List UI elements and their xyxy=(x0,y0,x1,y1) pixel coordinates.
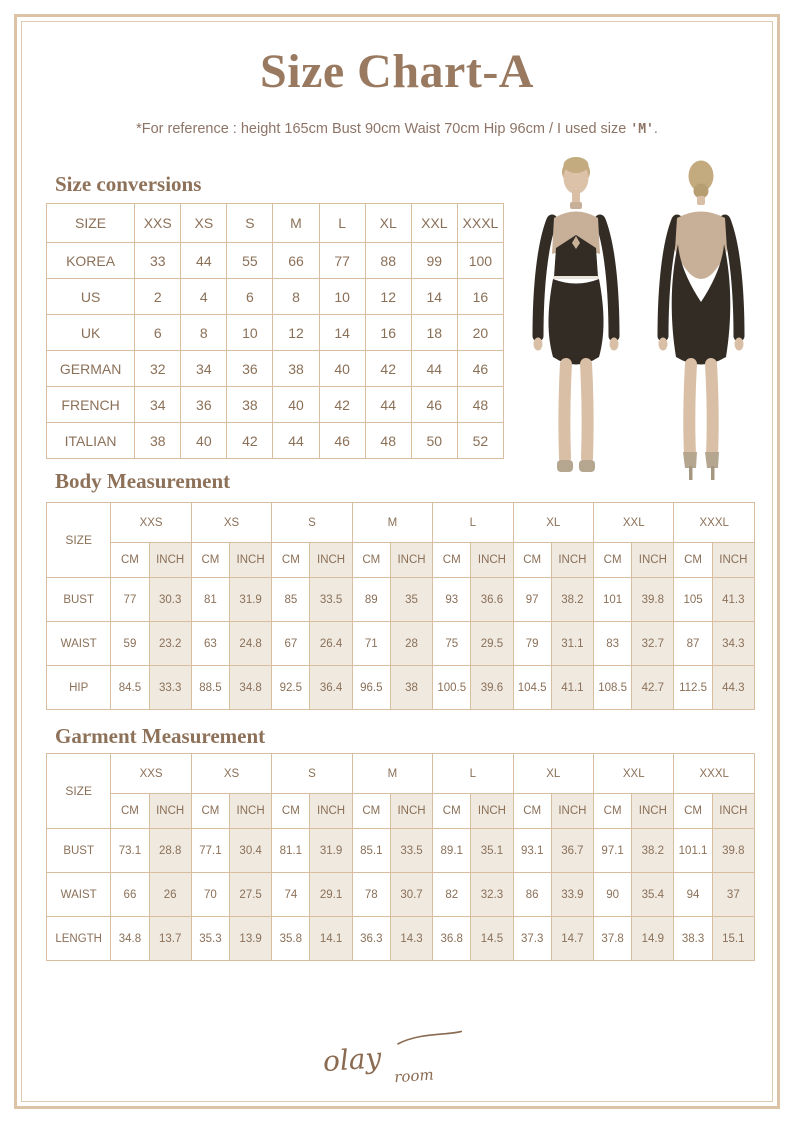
table-row xyxy=(47,829,755,873)
cell: 40 xyxy=(181,423,227,459)
cell: 32 xyxy=(135,351,181,387)
cell: 38 xyxy=(135,423,181,459)
cell: 38 xyxy=(273,351,319,387)
size-group-header: XS xyxy=(191,754,271,794)
unit-header-cm: CM xyxy=(513,543,551,578)
cm-cell: 94 xyxy=(674,873,712,917)
cell: 40 xyxy=(273,387,319,423)
brand-signature xyxy=(0,1028,794,1090)
unit-header-cm: CM xyxy=(594,543,632,578)
size-column-header: SIZE xyxy=(47,754,111,829)
column-header: XXL xyxy=(411,204,457,243)
cm-cell: 105 xyxy=(674,578,712,622)
cm-cell: 78 xyxy=(352,873,390,917)
cm-cell: 81 xyxy=(191,578,229,622)
inch-cell: 33.5 xyxy=(310,578,352,622)
inch-cell: 24.8 xyxy=(230,622,272,666)
unit-header-cm: CM xyxy=(191,794,229,829)
cell: 48 xyxy=(457,387,503,423)
cell: 14 xyxy=(319,315,365,351)
row-header: HIP xyxy=(47,666,111,710)
body-measurement-heading: Body Measurement xyxy=(55,469,231,493)
unit-header-cm: CM xyxy=(674,794,712,829)
unit-header-inch: INCH xyxy=(551,543,593,578)
cm-cell: 108.5 xyxy=(594,666,632,710)
inch-cell: 32.3 xyxy=(471,873,513,917)
inch-cell: 39.8 xyxy=(632,578,674,622)
cell: 44 xyxy=(181,243,227,279)
table-row xyxy=(47,279,504,315)
cell: 20 xyxy=(457,315,503,351)
inch-cell: 31.9 xyxy=(230,578,272,622)
unit-header-cm: CM xyxy=(111,794,149,829)
cell: 12 xyxy=(273,315,319,351)
inch-cell: 36.7 xyxy=(551,829,593,873)
cm-cell: 104.5 xyxy=(513,666,551,710)
table-row xyxy=(47,622,755,666)
cm-cell: 82 xyxy=(433,873,471,917)
inch-cell: 31.9 xyxy=(310,829,352,873)
unit-header-cm: CM xyxy=(352,794,390,829)
cell: 40 xyxy=(319,351,365,387)
brand-signature-image xyxy=(307,1028,487,1090)
inch-cell: 26 xyxy=(149,873,191,917)
reference-size-value: 'M' xyxy=(630,122,654,137)
cell: 66 xyxy=(273,243,319,279)
size-group-header: XL xyxy=(513,503,593,543)
cell: 42 xyxy=(319,387,365,423)
inch-cell: 34.3 xyxy=(712,622,754,666)
size-group-header: XS xyxy=(191,503,271,543)
inch-cell: 44.3 xyxy=(712,666,754,710)
column-header: XXXL xyxy=(457,204,503,243)
cm-cell: 74 xyxy=(272,873,310,917)
table-row xyxy=(47,351,504,387)
cm-cell: 38.3 xyxy=(674,917,712,961)
table-row xyxy=(47,666,755,710)
row-header: GERMAN xyxy=(47,351,135,387)
cm-cell: 85.1 xyxy=(352,829,390,873)
cm-cell: 101.1 xyxy=(674,829,712,873)
inch-cell: 30.7 xyxy=(390,873,432,917)
reference-note-period: . xyxy=(653,121,658,137)
cm-cell: 93.1 xyxy=(513,829,551,873)
unit-header-inch: INCH xyxy=(632,543,674,578)
inch-cell: 34.8 xyxy=(230,666,272,710)
size-group-header: XXXL xyxy=(674,754,755,794)
inch-cell: 30.3 xyxy=(149,578,191,622)
cm-cell: 100.5 xyxy=(433,666,471,710)
unit-header-inch: INCH xyxy=(230,794,272,829)
cell: 6 xyxy=(227,279,273,315)
cm-cell: 97 xyxy=(513,578,551,622)
cell: 36 xyxy=(227,351,273,387)
cell: 2 xyxy=(135,279,181,315)
inch-cell: 38.2 xyxy=(551,578,593,622)
size-group-header: M xyxy=(352,754,432,794)
size-group-header: XXL xyxy=(594,503,674,543)
cell: 44 xyxy=(273,423,319,459)
mannequin-front-view xyxy=(534,157,619,472)
cell: 44 xyxy=(365,387,411,423)
column-header: XS xyxy=(181,204,227,243)
inch-cell: 33.9 xyxy=(551,873,593,917)
cell: 10 xyxy=(227,315,273,351)
size-group-row xyxy=(47,503,755,543)
unit-header-inch: INCH xyxy=(230,543,272,578)
inch-cell: 41.3 xyxy=(712,578,754,622)
cm-cell: 73.1 xyxy=(111,829,149,873)
inch-cell: 32.7 xyxy=(632,622,674,666)
inch-cell: 14.5 xyxy=(471,917,513,961)
row-header: WAIST xyxy=(47,622,111,666)
cm-cell: 77 xyxy=(111,578,149,622)
table-row xyxy=(47,315,504,351)
cell: 38 xyxy=(227,387,273,423)
unit-header-cm: CM xyxy=(272,543,310,578)
inch-cell: 13.7 xyxy=(149,917,191,961)
cm-cell: 101 xyxy=(594,578,632,622)
cell: 46 xyxy=(411,387,457,423)
unit-header-inch: INCH xyxy=(149,794,191,829)
inch-cell: 14.7 xyxy=(551,917,593,961)
reference-note xyxy=(0,121,794,137)
size-conversions-table xyxy=(46,203,504,459)
cm-cell: 89.1 xyxy=(433,829,471,873)
cm-cell: 37.8 xyxy=(594,917,632,961)
cm-cell: 86 xyxy=(513,873,551,917)
size-group-header: L xyxy=(433,503,513,543)
unit-header-inch: INCH xyxy=(390,794,432,829)
inch-cell: 29.5 xyxy=(471,622,513,666)
inch-cell: 14.9 xyxy=(632,917,674,961)
cell: 16 xyxy=(457,279,503,315)
cell: 99 xyxy=(411,243,457,279)
brand-signature-sub: room xyxy=(393,1065,435,1087)
cm-cell: 35.8 xyxy=(272,917,310,961)
row-header: BUST xyxy=(47,829,111,873)
brand-signature-main: olay xyxy=(321,1041,383,1079)
unit-header-cm: CM xyxy=(433,543,471,578)
inch-cell: 15.1 xyxy=(712,917,754,961)
unit-header-inch: INCH xyxy=(310,794,352,829)
reference-note-text: *For reference : height 165cm Bust 90cm Waist 70cm Hip 96cm / I used size xyxy=(136,121,631,137)
table-row xyxy=(47,917,755,961)
cm-cell: 90 xyxy=(594,873,632,917)
size-column-header: SIZE xyxy=(47,503,111,578)
table-row xyxy=(47,873,755,917)
cell: 33 xyxy=(135,243,181,279)
garment-measurement-table xyxy=(46,753,755,961)
body-measurement-table xyxy=(46,502,755,710)
table-row xyxy=(47,243,504,279)
inch-cell: 39.6 xyxy=(471,666,513,710)
cm-cell: 85 xyxy=(272,578,310,622)
cm-cell: 81.1 xyxy=(272,829,310,873)
cell: 44 xyxy=(411,351,457,387)
cm-cell: 92.5 xyxy=(272,666,310,710)
column-header: SIZE xyxy=(47,204,135,243)
cm-cell: 77.1 xyxy=(191,829,229,873)
row-header: LENGTH xyxy=(47,917,111,961)
cm-cell: 63 xyxy=(191,622,229,666)
cell: 46 xyxy=(457,351,503,387)
cm-cell: 34.8 xyxy=(111,917,149,961)
unit-header-cm: CM xyxy=(191,543,229,578)
cm-cell: 75 xyxy=(433,622,471,666)
cm-cell: 87 xyxy=(674,622,712,666)
size-group-header: XL xyxy=(513,754,593,794)
inch-cell: 27.5 xyxy=(230,873,272,917)
cell: 52 xyxy=(457,423,503,459)
column-header: XL xyxy=(365,204,411,243)
column-header: S xyxy=(227,204,273,243)
inch-cell: 39.8 xyxy=(712,829,754,873)
model-photos xyxy=(514,150,768,485)
cm-cell: 66 xyxy=(111,873,149,917)
cell: 6 xyxy=(135,315,181,351)
cell: 14 xyxy=(411,279,457,315)
cm-cell: 96.5 xyxy=(352,666,390,710)
inch-cell: 28.8 xyxy=(149,829,191,873)
inch-cell: 42.7 xyxy=(632,666,674,710)
cm-cell: 97.1 xyxy=(594,829,632,873)
row-header: KOREA xyxy=(47,243,135,279)
cell: 46 xyxy=(319,423,365,459)
size-group-header: L xyxy=(433,754,513,794)
inch-cell: 33.3 xyxy=(149,666,191,710)
inch-cell: 38 xyxy=(390,666,432,710)
unit-header-cm: CM xyxy=(352,543,390,578)
inch-cell: 37 xyxy=(712,873,754,917)
inch-cell: 29.1 xyxy=(310,873,352,917)
unit-row xyxy=(47,794,755,829)
cm-cell: 36.3 xyxy=(352,917,390,961)
cm-cell: 84.5 xyxy=(111,666,149,710)
unit-header-inch: INCH xyxy=(149,543,191,578)
size-conversions-heading: Size conversions xyxy=(55,172,202,196)
cm-cell: 70 xyxy=(191,873,229,917)
unit-header-cm: CM xyxy=(111,543,149,578)
cell: 77 xyxy=(319,243,365,279)
row-header: FRENCH xyxy=(47,387,135,423)
size-group-header: XXS xyxy=(111,754,191,794)
cm-cell: 59 xyxy=(111,622,149,666)
unit-header-inch: INCH xyxy=(310,543,352,578)
unit-header-inch: INCH xyxy=(390,543,432,578)
cm-cell: 93 xyxy=(433,578,471,622)
cm-cell: 36.8 xyxy=(433,917,471,961)
cm-cell: 83 xyxy=(594,622,632,666)
cell: 100 xyxy=(457,243,503,279)
cell: 10 xyxy=(319,279,365,315)
unit-header-cm: CM xyxy=(272,794,310,829)
inch-cell: 14.3 xyxy=(390,917,432,961)
mannequin-back-view xyxy=(659,161,744,481)
inch-cell: 30.4 xyxy=(230,829,272,873)
cm-cell: 35.3 xyxy=(191,917,229,961)
inch-cell: 33.5 xyxy=(390,829,432,873)
inch-cell: 35.1 xyxy=(471,829,513,873)
row-header: BUST xyxy=(47,578,111,622)
row-header: US xyxy=(47,279,135,315)
table-row xyxy=(47,423,504,459)
cell: 18 xyxy=(411,315,457,351)
cm-cell: 71 xyxy=(352,622,390,666)
table-row xyxy=(47,578,755,622)
cm-cell: 79 xyxy=(513,622,551,666)
cell: 42 xyxy=(365,351,411,387)
row-header: ITALIAN xyxy=(47,423,135,459)
size-group-header: XXXL xyxy=(674,503,755,543)
inch-cell: 36.6 xyxy=(471,578,513,622)
header-row xyxy=(47,204,504,243)
size-group-header: S xyxy=(272,503,352,543)
size-group-header: S xyxy=(272,754,352,794)
unit-header-inch: INCH xyxy=(712,794,754,829)
cm-cell: 37.3 xyxy=(513,917,551,961)
cell: 48 xyxy=(365,423,411,459)
garment-measurement-heading: Garment Measurement xyxy=(55,724,266,748)
cm-cell: 89 xyxy=(352,578,390,622)
unit-header-cm: CM xyxy=(433,794,471,829)
cell: 55 xyxy=(227,243,273,279)
cell: 8 xyxy=(273,279,319,315)
inch-cell: 31.1 xyxy=(551,622,593,666)
row-header: UK xyxy=(47,315,135,351)
inch-cell: 35.4 xyxy=(632,873,674,917)
unit-header-inch: INCH xyxy=(471,794,513,829)
unit-header-cm: CM xyxy=(594,794,632,829)
table-row xyxy=(47,387,504,423)
size-group-header: XXL xyxy=(594,754,674,794)
cell: 34 xyxy=(135,387,181,423)
cell: 8 xyxy=(181,315,227,351)
inch-cell: 23.2 xyxy=(149,622,191,666)
cell: 50 xyxy=(411,423,457,459)
inch-cell: 13.9 xyxy=(230,917,272,961)
size-group-row xyxy=(47,754,755,794)
unit-header-inch: INCH xyxy=(712,543,754,578)
inch-cell: 38.2 xyxy=(632,829,674,873)
inch-cell: 28 xyxy=(390,622,432,666)
cell: 88 xyxy=(365,243,411,279)
inch-cell: 14.1 xyxy=(310,917,352,961)
inch-cell: 41.1 xyxy=(551,666,593,710)
column-header: XXS xyxy=(135,204,181,243)
row-header: WAIST xyxy=(47,873,111,917)
cm-cell: 88.5 xyxy=(191,666,229,710)
page-title: Size Chart-A xyxy=(260,45,534,98)
cell: 42 xyxy=(227,423,273,459)
cell: 4 xyxy=(181,279,227,315)
cell: 16 xyxy=(365,315,411,351)
cm-cell: 67 xyxy=(272,622,310,666)
unit-header-cm: CM xyxy=(513,794,551,829)
cell: 36 xyxy=(181,387,227,423)
column-header: M xyxy=(273,204,319,243)
size-group-header: M xyxy=(352,503,432,543)
unit-header-inch: INCH xyxy=(471,543,513,578)
unit-row xyxy=(47,543,755,578)
unit-header-cm: CM xyxy=(674,543,712,578)
unit-header-inch: INCH xyxy=(632,794,674,829)
inch-cell: 35 xyxy=(390,578,432,622)
inch-cell: 26.4 xyxy=(310,622,352,666)
inch-cell: 36.4 xyxy=(310,666,352,710)
size-group-header: XXS xyxy=(111,503,191,543)
column-header: L xyxy=(319,204,365,243)
unit-header-inch: INCH xyxy=(551,794,593,829)
cell: 12 xyxy=(365,279,411,315)
cell: 34 xyxy=(181,351,227,387)
cm-cell: 112.5 xyxy=(674,666,712,710)
mannequin-image xyxy=(514,150,768,485)
